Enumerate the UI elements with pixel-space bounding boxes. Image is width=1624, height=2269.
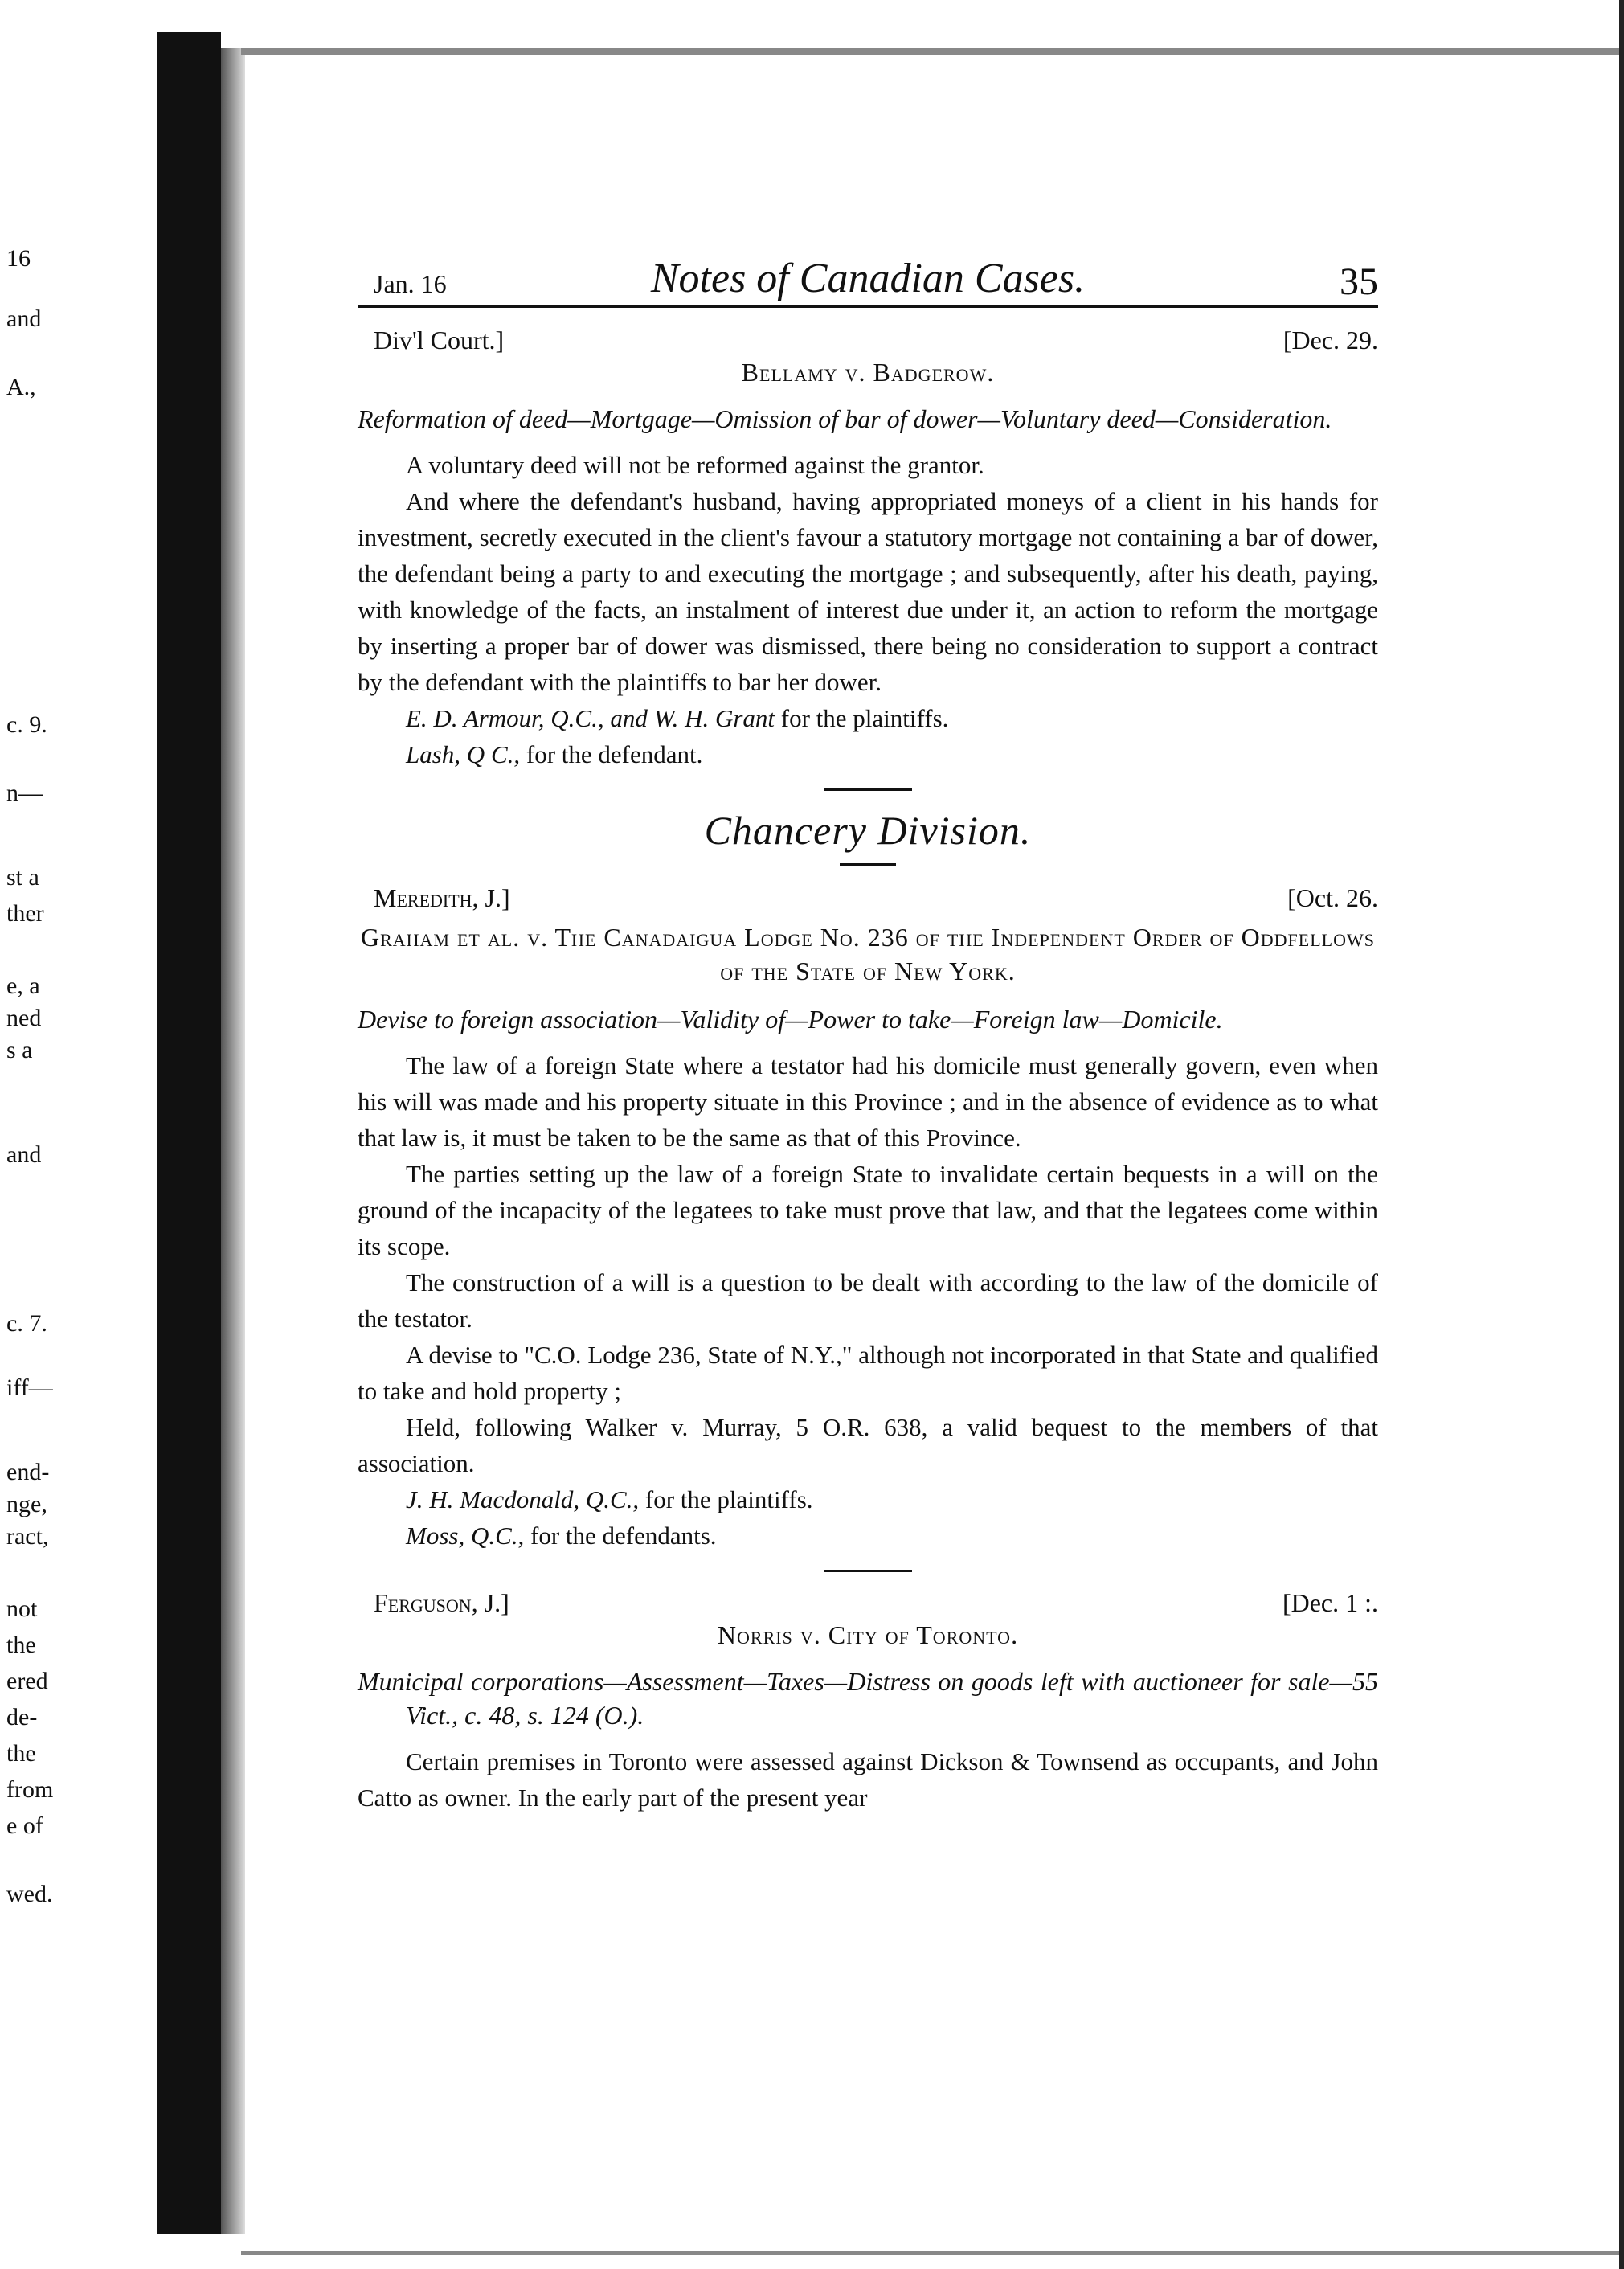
counsel-names: Lash, Q C., [406,740,521,768]
counsel-names: Moss, Q.C., [406,1522,525,1550]
counsel-names: J. H. Macdonald, Q.C., [406,1485,640,1513]
scan-right-edge [1619,0,1624,2269]
section-rule [824,788,912,791]
margin-text: 16 [6,245,31,272]
counsel-names: E. D. Armour, Q.C., and W. H. Grant [406,704,775,732]
margin-text: not [6,1595,38,1622]
headnote: Reformation of deed—Mortgage—Omission of bar of dower—Voluntary deed—Consideration. [358,404,1332,433]
court-name: Ferguson, J.] [374,1588,509,1617]
margin-text: and [6,305,42,332]
counsel-line [358,1481,1378,1517]
page-top-edge [241,48,1623,55]
margin-text: s a [6,1037,33,1063]
margin-text: the [6,1740,36,1767]
page-bottom-edge [241,2251,1623,2255]
page-content [358,241,1378,1816]
left-margin-fragments [0,0,145,2269]
book-binding-shadow [157,32,221,2234]
margin-text: ther [6,900,44,927]
counsel-line [358,700,1378,736]
case-date: [Oct. 26. [1287,883,1378,912]
counsel-role: for the plaintiffs. [639,1485,813,1513]
section-rule [824,1570,912,1572]
paragraph: And where the defendant's husband, having appropriated moneys of a client in his hands for investment, secretly executed in the client's favour a statutory mortgage not containing a bar of dower, the defendant being a party to and executing the mortgage ; and subsequently, after his death, paying, with knowledge of the facts, an instalment of interest due under it, an action to reform the mortgage by inserting a proper bar of dower was dismissed, there being no consideration to support a contract by the defendant with the plaintiffs to bar her dower. [358,487,1378,696]
margin-text: wed. [6,1881,53,1907]
margin-text: de- [6,1704,38,1730]
counsel-role: for the plaintiffs. [775,704,949,732]
case-heading [358,883,1378,924]
section-rule [840,863,896,866]
case-date: [Dec. 29. [1282,326,1378,354]
margin-text: A., [6,374,36,400]
margin-text: ract, [6,1523,49,1550]
paragraph: Certain premises in Toronto were assessed against Dickson & Townsend as occupants, and John Catto as owner. In the early part of the present year [358,1747,1378,1812]
margin-text: the [6,1632,36,1658]
case-title: Norris v. City of Toronto. [717,1620,1019,1649]
counsel-line [358,1517,1378,1554]
paragraph: Held, following Walker v. Murray, 5 O.R. 638, a valid bequest to the members of that association. [358,1413,1378,1477]
counsel-line [358,736,1378,772]
case-heading [358,1588,1378,1628]
margin-text: st a [6,864,39,891]
case-title: Bellamy v. Badgerow. [741,358,995,387]
court-name: Meredith, J.] [374,883,510,912]
margin-text: n— [6,780,43,806]
binding-edge-shadow [221,48,245,2234]
paragraph: The parties setting up the law of a foreign State to invalidate certain bequests in a will on the ground of the incapacity of the legatees to take must prove that law, and that the legatees come within its scope. [358,1160,1378,1260]
case-date: [Dec. 1 :. [1282,1588,1378,1617]
margin-text: e of [6,1812,43,1839]
paragraph: A devise to "C.O. Lodge 236, State of N.Y.," although not incorporated in that State and qualified to take and hold property ; [358,1341,1378,1405]
court-name: Div'l Court.] [374,326,505,354]
margin-text: nge, [6,1491,47,1517]
margin-text: ered [6,1668,48,1694]
page-number: 35 [1340,260,1378,303]
paragraph: The construction of a will is a question to be dealt with according to the law of the domicile of the testator. [358,1268,1378,1333]
paragraph: A voluntary deed will not be reformed against the grantor. [406,451,984,479]
margin-text: and [6,1141,42,1168]
case-heading [358,326,1378,366]
margin-text: e, a [6,973,40,999]
margin-text: iff— [6,1374,53,1401]
margin-text: from [6,1776,54,1803]
header-title: Notes of Canadian Cases. [650,256,1086,301]
margin-text: c. 9. [6,711,47,738]
margin-text: c. 7. [6,1310,47,1337]
running-head [358,241,1378,308]
headnote: Municipal corporations—Assessment—Taxes—Distress on goods left with auctioneer for sale—55 Vict., c. 48, s. 124 (O.). [358,1667,1378,1730]
counsel-role: for the defendant. [520,740,703,768]
paragraph: The law of a foreign State where a testator had his domicile must generally govern, even when his will was made and his property situate in this Province ; and in the absence of evidence as to what that law is, it must be taken to be the same as that of this Province. [358,1051,1378,1152]
division-heading: Chancery Division. [704,808,1032,853]
margin-text: end- [6,1459,50,1485]
counsel-role: for the defendants. [524,1522,717,1550]
headnote: Devise to foreign association—Validity of—Power to take—Foreign law—Domicile. [358,1005,1223,1034]
case-title: Graham et al. v. The Canadaigua Lodge No. 236 of the Independent Order of Oddfellows of the State of New York. [360,923,1375,985]
header-date: Jan. 16 [374,269,447,298]
margin-text: ned [6,1005,42,1031]
